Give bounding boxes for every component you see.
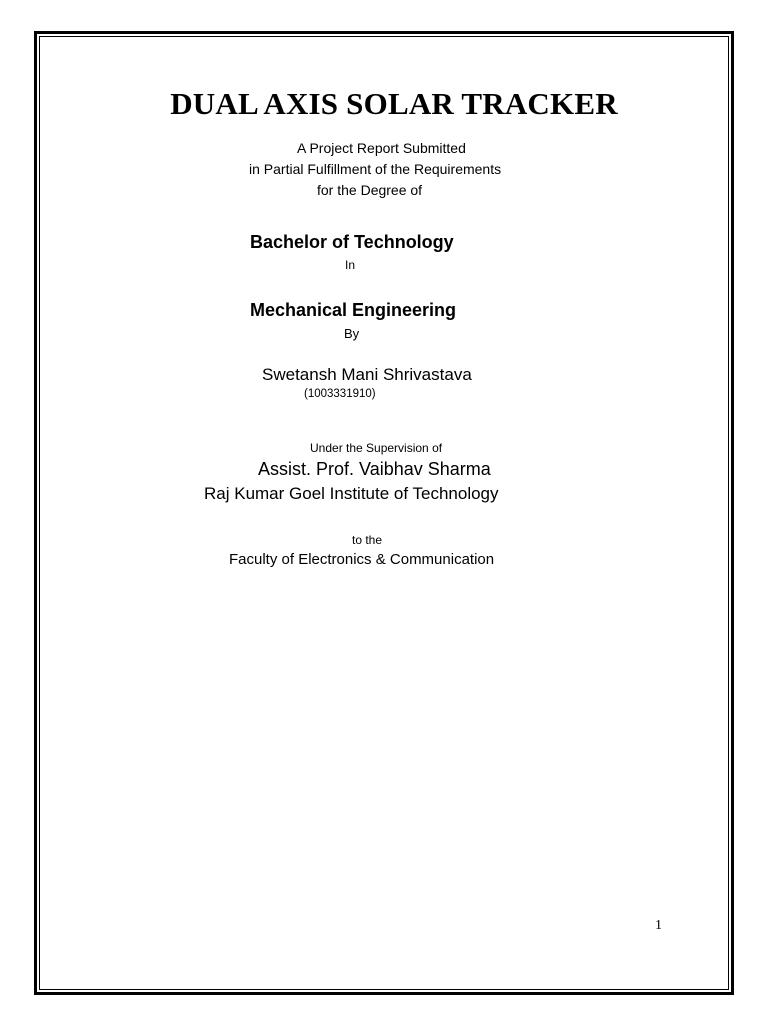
institute-name: Raj Kumar Goel Institute of Technology bbox=[204, 484, 499, 503]
in-word: In bbox=[345, 258, 356, 272]
submission-line-3: for the Degree of bbox=[317, 182, 423, 198]
supervisor-name: Assist. Prof. Vaibhav Sharma bbox=[258, 459, 491, 479]
page-number: 1 bbox=[655, 918, 662, 933]
roll-number: (1003331910) bbox=[304, 388, 376, 400]
submission-line-2: in Partial Fulfillment of the Requirements bbox=[249, 161, 502, 177]
branch-name: Mechanical Engineering bbox=[250, 300, 457, 320]
degree-name: Bachelor of Technology bbox=[250, 232, 454, 252]
page-border-inner bbox=[39, 36, 729, 990]
supervision-label: Under the Supervision of bbox=[310, 441, 443, 455]
faculty-name: Faculty of Electronics & Communication bbox=[229, 551, 495, 568]
to-the-line: to the bbox=[352, 533, 383, 547]
submission-line-1: A Project Report Submitted bbox=[297, 140, 466, 156]
author-name: Swetansh Mani Shrivastava bbox=[262, 365, 472, 384]
by-word: By bbox=[344, 326, 360, 341]
report-title: DUAL AXIS SOLAR TRACKER bbox=[170, 86, 618, 121]
